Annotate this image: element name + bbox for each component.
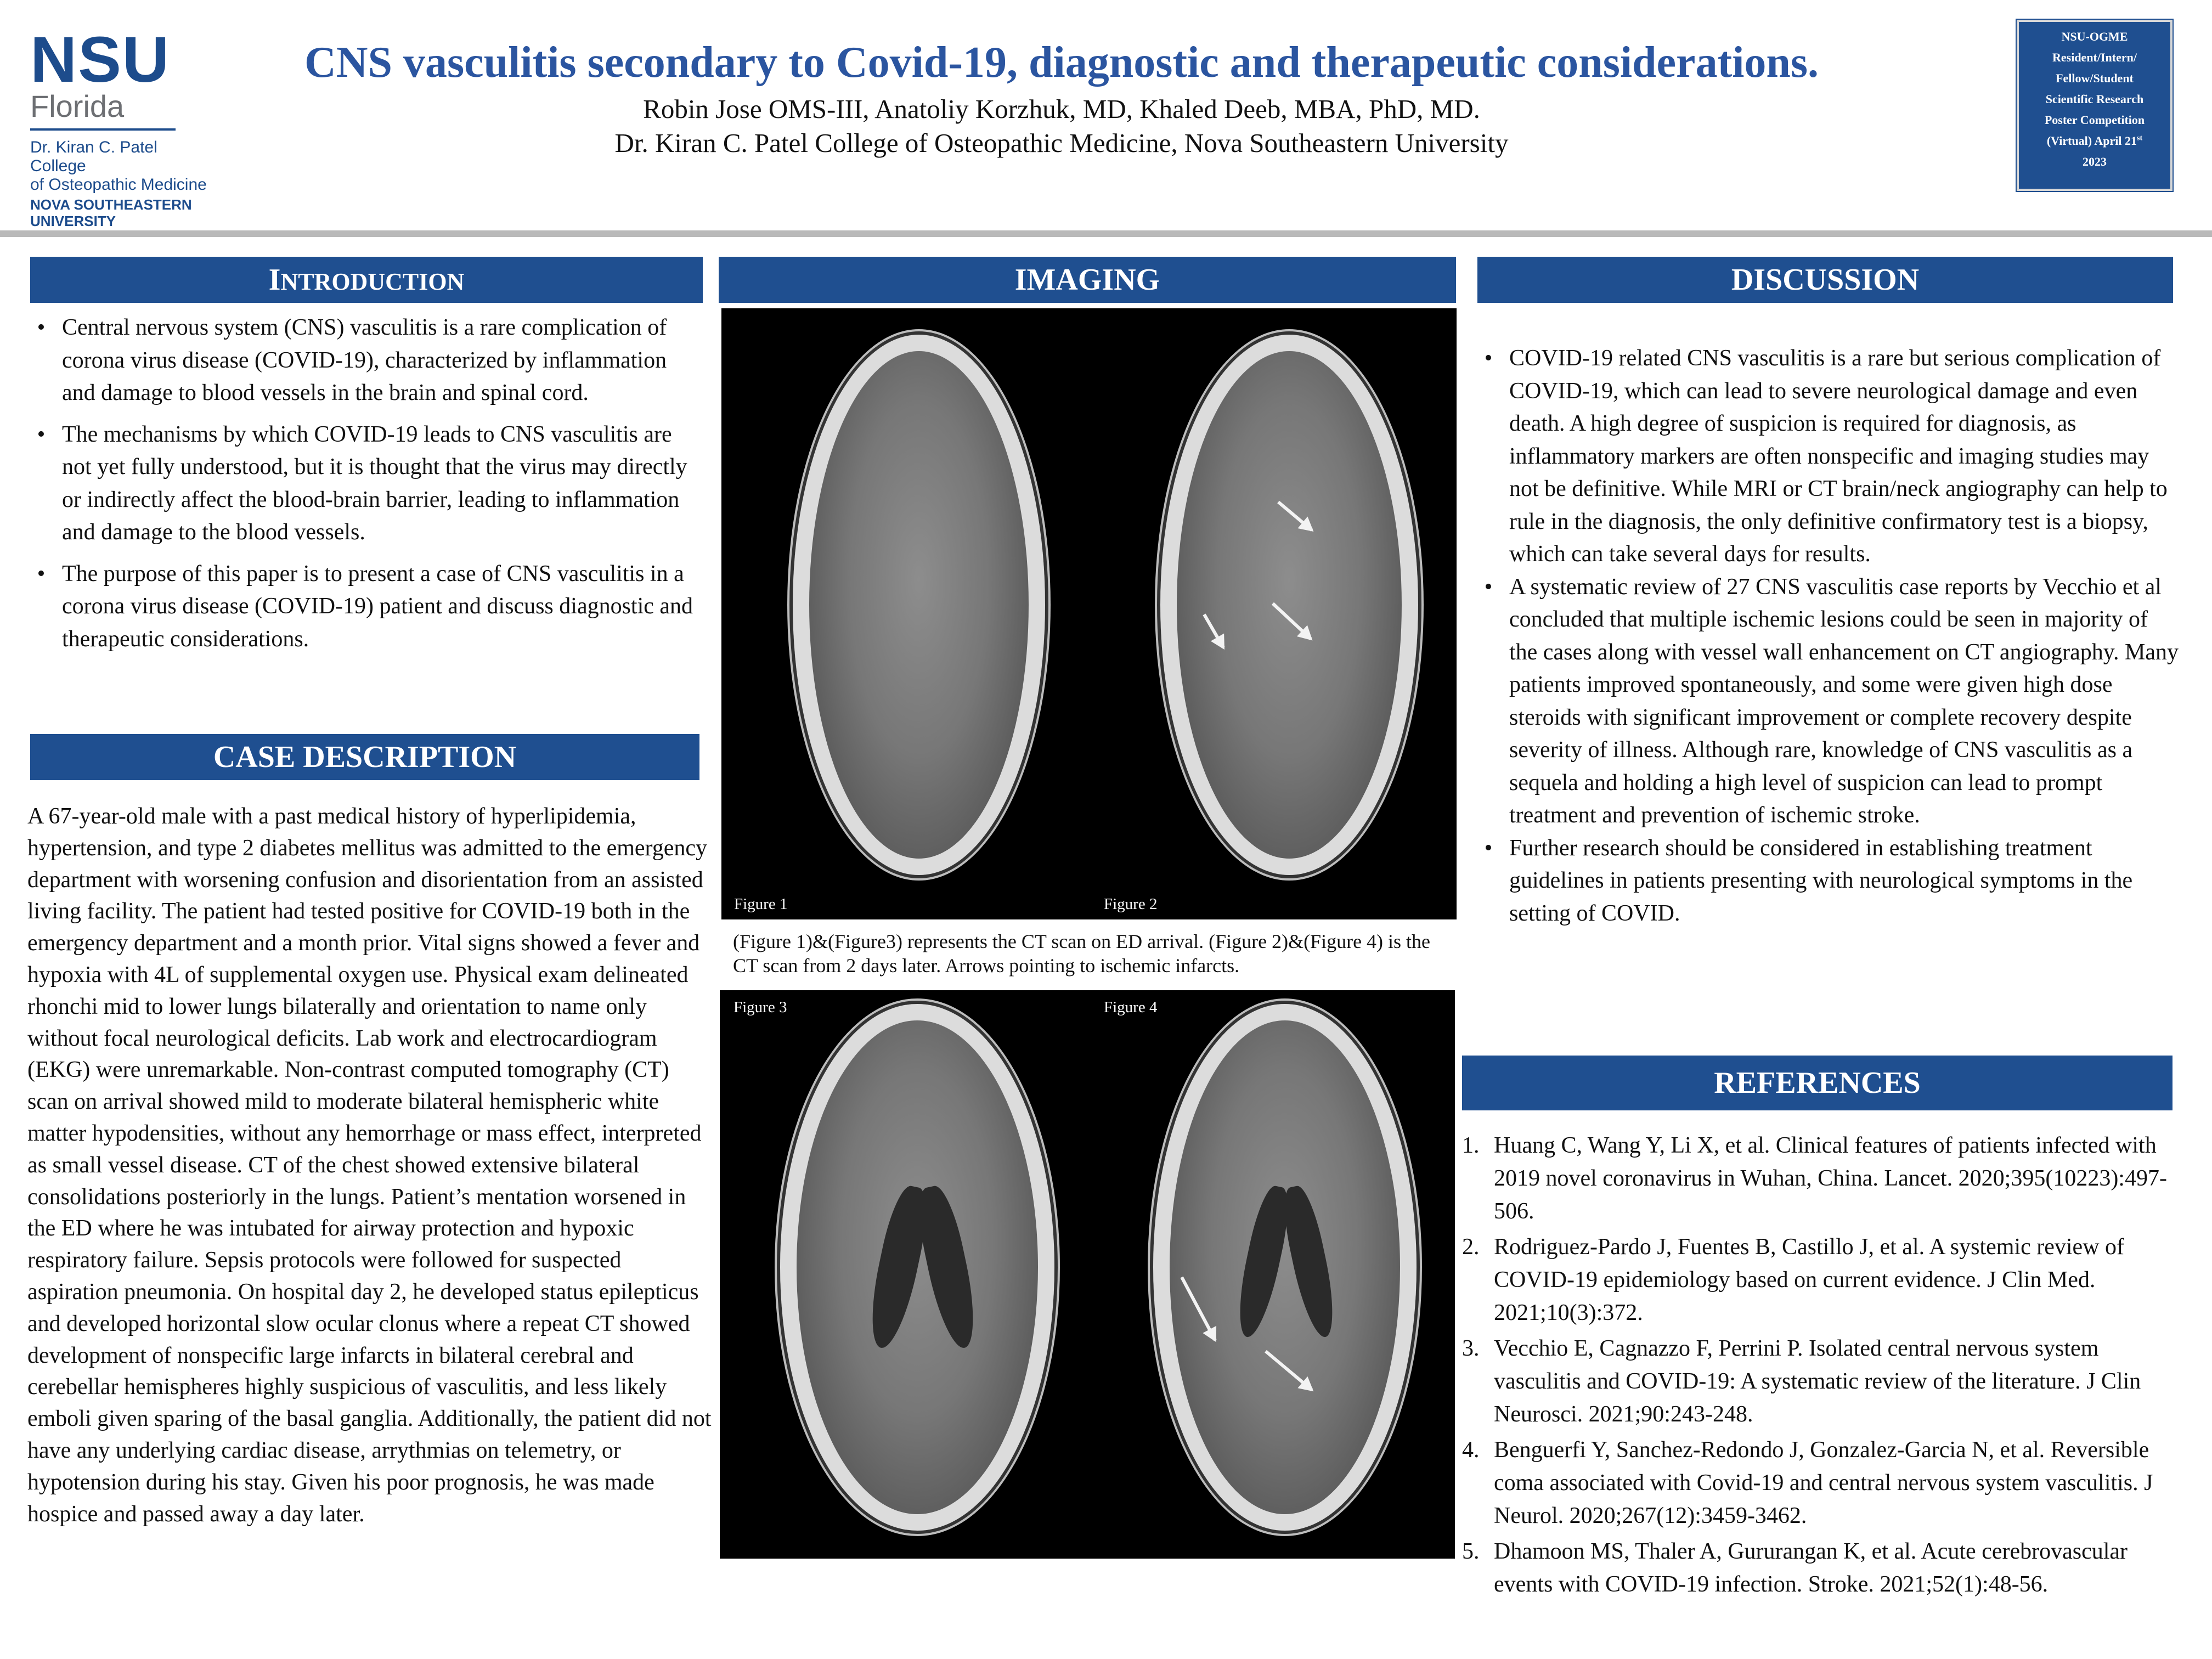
- ct-panel-top: [721, 308, 1457, 919]
- figure-3-label: Figure 3: [733, 998, 787, 1016]
- bullet-icon: •: [37, 561, 46, 586]
- list-item: [30, 419, 703, 549]
- ventricle-right: [912, 1183, 984, 1352]
- badge-line2: Resident/Intern/: [2052, 50, 2137, 64]
- figure-1-label: Figure 1: [734, 895, 788, 913]
- bullet-icon: •: [37, 421, 46, 447]
- introduction-bullet-3: The purpose of this paper is to present a case of CNS vasculitis in a corona virus disease (COVID-19) patient and discuss diagnostic and therapeutic considerations.: [62, 561, 693, 652]
- list-item: [1462, 1332, 2175, 1431]
- logo-university-line2: UNIVERSITY: [30, 213, 116, 229]
- list-item: [1462, 1231, 2175, 1329]
- logo-rule: [30, 128, 176, 131]
- list-item: [30, 558, 703, 656]
- poster-title: CNS vasculitis secondary to Covid-19, diagnostic and therapeutic considerations.: [304, 38, 1819, 87]
- badge-line7: 2023: [2083, 155, 2107, 168]
- badge-date-suffix: st: [2137, 134, 2143, 143]
- discussion-body: [1477, 342, 2180, 930]
- ct-figure4-image: [1153, 1004, 1417, 1531]
- logo-college-line2: of Osteopathic Medicine: [30, 176, 207, 194]
- reference-number: 2.: [1462, 1234, 1480, 1260]
- badge-line6: [2019, 131, 2170, 151]
- imaging-heading: IMAGING: [719, 257, 1456, 303]
- badge-line1: NSU-OGME: [2061, 30, 2128, 43]
- list-item: [1462, 1434, 2175, 1532]
- reference-number: 1.: [1462, 1133, 1480, 1158]
- discussion-bullet-2: A systematic review of 27 CNS vasculitis case reports by Vecchio et al concluded that multiple ischemic lesions could be seen in majority of the cases along with vessel wall enhancement on CT angiography. Many patients improved spontaneously, and some were given high dose steroids with significant improvement or complete recovery despite severity of illness. Although rare, knowledge of CNS vasculitis as a sequela and holding a high level of suspicion can lead to prompt treatment and prevention of ischemic stroke.: [1509, 574, 2179, 828]
- references-heading: REFERENCES: [1462, 1056, 2172, 1110]
- introduction-body: [30, 312, 703, 656]
- discussion-heading: DISCUSSION: [1477, 257, 2173, 303]
- reference-number: 4.: [1462, 1437, 1480, 1463]
- reference-text: Rodriguez-Pardo J, Fuentes B, Castillo J, et al. A systemic review of COVID-19 epidemiology based on current evidence. J Clin Med. 2021;10(3):372.: [1494, 1234, 2125, 1325]
- reference-text: Benguerfi Y, Sanchez-Redondo J, Gonzalez-Garcia N, et al. Reversible coma associated with Covid-19 and central nervous system vasculitis. J Neurol. 2020;267(12):3459-3462.: [1494, 1437, 2153, 1528]
- introduction-heading-initial: I: [268, 263, 281, 297]
- logo-florida: Florida: [30, 89, 125, 123]
- badge-line3: Fellow/Student: [2056, 71, 2134, 85]
- list-item: [1477, 832, 2180, 930]
- list-item: [1477, 571, 2180, 832]
- logo-university-line1: NOVA SOUTHEASTERN: [30, 196, 192, 213]
- ventricle-right: [1278, 1183, 1342, 1340]
- introduction-heading-rest: NTRODUCTION: [280, 268, 465, 295]
- logo-college-line1: Dr. Kiran C. Patel College: [30, 138, 157, 175]
- badge-line4: Scientific Research: [2045, 92, 2144, 106]
- figure-4-label: Figure 4: [1104, 998, 1158, 1016]
- poster-authors: Robin Jose OMS-III, Anatoliy Korzhuk, MD, Khaled Deeb, MBA, PhD, MD.: [643, 94, 1480, 124]
- bullet-icon: •: [37, 315, 46, 340]
- competition-badge: [2017, 20, 2172, 191]
- discussion-bullet-3: Further research should be considered in establishing treatment guidelines in patients presenting with neurological symptoms in the setting of COVID.: [1509, 835, 2133, 926]
- list-item: [1477, 342, 2180, 571]
- poster-affiliation: Dr. Kiran C. Patel College of Osteopathic Medicine, Nova Southeastern University: [614, 128, 1509, 158]
- bullet-icon: •: [1484, 346, 1493, 371]
- bullet-icon: •: [1484, 835, 1493, 861]
- badge-date: (Virtual) April 21: [2046, 134, 2137, 148]
- introduction-bullet-1: Central nervous system (CNS) vasculitis is a rare complication of corona virus disease (COVID-19), characterized by inflammation and damage to blood vessels in the brain and spinal cord.: [62, 315, 667, 405]
- references-list: [1462, 1129, 2175, 1601]
- header-divider: [0, 230, 2212, 237]
- reference-number: 5.: [1462, 1539, 1480, 1564]
- introduction-bullets: [30, 312, 703, 656]
- badge-line5: Poster Competition: [2044, 113, 2145, 127]
- references-body: [1462, 1129, 2175, 1604]
- discussion-bullets: [1477, 342, 2180, 930]
- ct-figure1-image: [793, 335, 1045, 875]
- introduction-heading: [30, 257, 703, 303]
- reference-text: Vecchio E, Cagnazzo F, Perrini P. Isolated central nervous system vasculitis and COVID-19: A systematic review of the literature. J Clin Neurosci. 2021;90:243-248.: [1494, 1336, 2141, 1427]
- nsu-logo: [30, 24, 217, 229]
- list-item: [1462, 1535, 2175, 1601]
- figure-2-label: Figure 2: [1104, 895, 1158, 913]
- list-item: [1462, 1129, 2175, 1228]
- ct-panel-bottom: [720, 990, 1455, 1559]
- case-description-heading: CASE DESCRIPTION: [30, 734, 699, 780]
- imaging-caption: (Figure 1)&(Figure3) represents the CT scan on ED arrival. (Figure 2)&(Figure 4) is the CT scan from 2 days later. Arrows pointing to ischemic infarcts.: [733, 930, 1431, 977]
- reference-number: 3.: [1462, 1336, 1480, 1361]
- bullet-icon: •: [1484, 574, 1493, 600]
- introduction-bullet-2: The mechanisms by which COVID-19 leads to CNS vasculitis are not yet fully understood, but it is thought that the virus may directly or indirectly affect the blood-brain barrier, leading to inflammation and damage to the blood vessels.: [62, 421, 687, 545]
- ct-figure3-image: [780, 1004, 1054, 1531]
- reference-text: Huang C, Wang Y, Li X, et al. Clinical features of patients infected with 2019 novel coronavirus in Wuhan, China. Lancet. 2020;395(10223):497-506.: [1494, 1133, 2167, 1224]
- list-item: [30, 312, 703, 410]
- discussion-bullet-1: COVID-19 related CNS vasculitis is a rare but serious complication of COVID-19, which can lead to severe neurological damage and even death. A high degree of suspicion is required for diagnosis, as inflammatory markers are often nonspecific and imaging studies may not be definitive. While MRI or CT brain/neck angiography can help to rule in the diagnosis, the only definitive confirmatory test is a biopsy, which can take several days for results.: [1509, 346, 2168, 567]
- reference-text: Dhamoon MS, Thaler A, Gururangan K, et al. Acute cerebrovascular events with COVID-19 infection. Stroke. 2021;52(1):48-56.: [1494, 1539, 2128, 1597]
- logo-nsu: NSU: [30, 24, 171, 96]
- ct-figure2-image: [1160, 335, 1418, 875]
- case-description-text: A 67-year-old male with a past medical history of hyperlipidemia, hypertension, and type 2 diabetes mellitus was admitted to the emergency department with worsening confusion and disorientation from an assisted living facility. The patient had tested positive for COVID-19 both in the emergency department and a month prior. Vital signs showed a fever and hypoxia with 4L of supplemental oxygen use. Physical exam delineated rhonchi mid to lower lungs bilaterally and orientation to name only without focal neurological deficits. Lab work and electrocardiogram (EKG) were unremarkable. Non-contrast computed tomography (CT) scan on arrival showed mild to moderate bilateral hemispheric white matter hypodensities, without any hemorrhage or mass effect, interpreted as small vessel disease. CT of the chest showed extensive bilateral consolidations posteriorly in the lungs. Patient’s mentation worsened in the ED where he was intubated for airway protection and hypoxic respiratory failure. Sepsis protocols were followed for suspected aspiration pneumonia. On hospital day 2, he developed status epilepticus and developed horizontal slow ocular clonus where a repeat CT showed development of nonspecific large infarcts in bilateral cerebral and cerebellar hemispheres highly suspicious of vasculitis, and less likely emboli given sparing of the basal ganglia. Additionally, the patient did not have any underlying cardiac disease, arrythmias on telemetry, or hypotension during his stay. Given his poor prognosis, he was made hospice and passed away a day later.: [27, 804, 712, 1527]
